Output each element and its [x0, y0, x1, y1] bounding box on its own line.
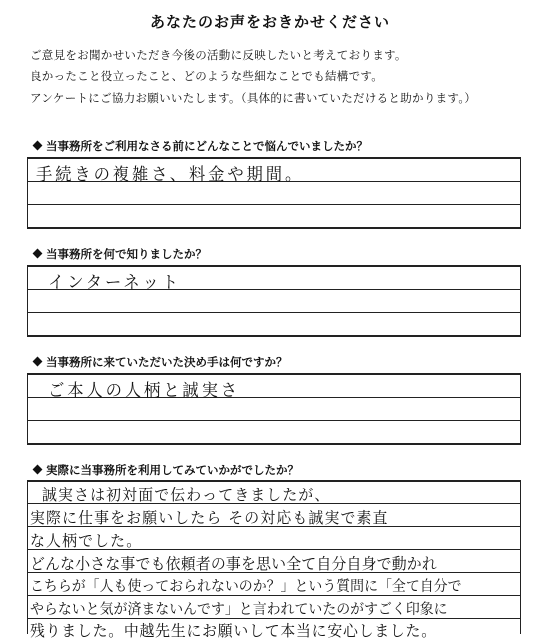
question-1: [34, 138, 368, 154]
answer-3-line-1: ご本人の人柄と誠実さ: [48, 381, 240, 401]
answer-4-line-4: どんな小さな事でも依頼者の事を思い全て自分自身で動かれ: [30, 555, 437, 573]
question-1-label: 当事務所をご利用なさる前にどんなことで悩んでいましたか？: [46, 139, 368, 153]
ruled-line: [28, 204, 520, 205]
answer-4-line-3: な人柄でした。: [30, 532, 143, 550]
answer-4-line-5: こちらが「人も使っておられないのか？」という質問に「全て自分で: [30, 579, 462, 595]
answer-4-line-2: 実際に仕事をお願いしたら その対応も誠実で素直: [30, 509, 389, 527]
answer-4-line-6: やらないと気が済まないんです」と言われていたのがすごく印象に: [30, 602, 448, 618]
answer-4-line-1: 誠実さは初対面で伝わってきましたが、: [42, 486, 331, 504]
diamond-bullet-icon: [33, 465, 43, 475]
question-2-label: 当事務所を何で知りましたか？: [46, 247, 207, 261]
question-4: [34, 462, 299, 478]
answer-1-line-1: 手続きの複雑さ、料金や期間。: [36, 165, 305, 185]
answer-box-2: [27, 265, 521, 337]
ruled-line: [28, 420, 520, 421]
answer-4-line-7: 残りました。中越先生にお願いして本当に安心しました。: [30, 622, 437, 640]
diamond-bullet-icon: [33, 141, 43, 151]
diamond-bullet-icon: [33, 249, 43, 259]
question-3-label: 当事務所に来ていただいた決め手は何ですか？: [46, 355, 288, 369]
intro-line-2: 良かったこと役立ったこと、どのような些細なことでも結構です。: [30, 69, 384, 83]
ruled-line: [28, 312, 520, 313]
intro-line-3: アンケートにご協力お願いいたします。（具体的に書いていただけると助かります。）: [30, 91, 477, 105]
question-4-label: 実際に当事務所を利用してみていかがでしたか？: [46, 463, 299, 477]
answer-box-1: [27, 157, 521, 229]
answer-box-4: [27, 480, 521, 640]
page-title: あなたのお声をおきかせください: [149, 13, 390, 31]
intro-line-1: ご意見をお聞かせいただき今後の活動に反映したいと考えております。: [30, 48, 407, 62]
question-2: [34, 246, 207, 262]
answer-box-3: [27, 373, 521, 445]
diamond-bullet-icon: [33, 357, 43, 367]
answer-2-line-1: インターネット: [48, 273, 181, 293]
question-3: [34, 354, 288, 370]
